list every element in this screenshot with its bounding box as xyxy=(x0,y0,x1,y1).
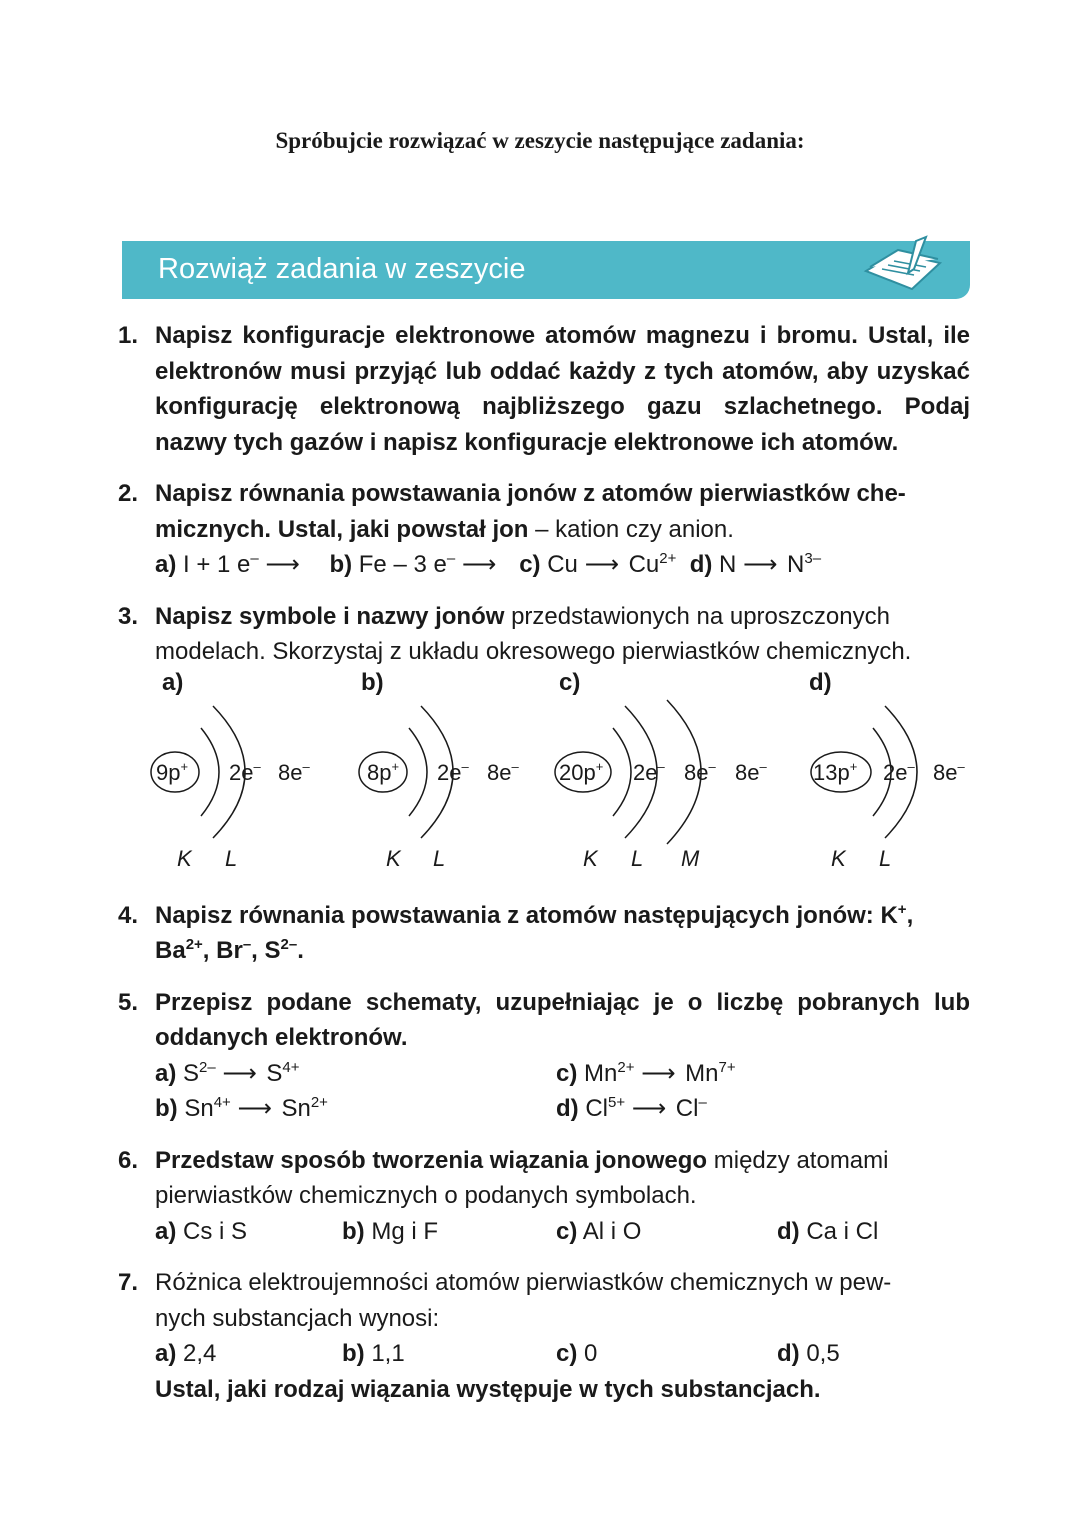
option-b: b) Mg i F xyxy=(342,1217,438,1245)
model-label-b: b) xyxy=(361,669,384,696)
task-4 xyxy=(118,898,970,969)
ion-models-figure xyxy=(5,670,1080,890)
task-5 xyxy=(118,985,970,1127)
arrow-icon: ⟶ xyxy=(237,1095,272,1122)
task-6-line1: Przedstaw sposób tworzenia wiązania jonowego między atomami xyxy=(155,1146,889,1174)
svg-text:K: K xyxy=(177,845,192,871)
svg-text:8e–: 8e– xyxy=(487,758,519,785)
svg-text:8p+: 8p+ xyxy=(367,758,400,785)
task-5-text: Przepisz podane schematy, uzupełniając je o liczbę pobranych lub oddanych elektronów. xyxy=(155,988,970,1051)
task-number: 4. xyxy=(118,901,139,929)
shell-arc xyxy=(201,728,219,816)
svg-text:K: K xyxy=(583,845,598,871)
arrow-icon: ⟶ xyxy=(265,551,300,578)
task-4-ions: $Ba^{2+}$, Br–, $S^{2-}$. xyxy=(155,936,304,964)
arrow-icon: ⟶ xyxy=(461,551,497,578)
task-7-options xyxy=(155,1336,970,1372)
svg-text:2e–: 2e– xyxy=(883,758,915,785)
task-2-line1: Napisz równania powstawania jonów z atomów pierwiastków che- xyxy=(155,480,906,507)
arrow-icon: ⟶ xyxy=(631,1095,667,1122)
task-3 xyxy=(118,599,970,890)
svg-text:8e–: 8e– xyxy=(933,758,965,785)
model-label-a: a) xyxy=(162,669,184,696)
banner-title: Rozwiąż zadania w zeszycie xyxy=(158,253,526,285)
scheme-b: b) $Sn^{4+}$ ⟶ $Sn^{2+}$ xyxy=(155,1091,556,1127)
svg-text:K: K xyxy=(386,845,401,871)
task-7 xyxy=(118,1265,970,1407)
model-label-d: d) xyxy=(809,669,832,696)
svg-text:13p+: 13p+ xyxy=(813,758,858,785)
task-number: 2. xyxy=(118,480,139,507)
svg-text:2e–: 2e– xyxy=(633,758,665,785)
scheme-c: c) $Mn^{2+}$ ⟶ $Mn^{7+}$ xyxy=(556,1056,956,1092)
task-5-schemes xyxy=(155,1056,970,1127)
task-number: 5. xyxy=(118,988,139,1016)
option-a: a) 2,4 xyxy=(155,1340,217,1367)
svg-text:M: M xyxy=(681,845,700,871)
svg-text:K: K xyxy=(831,845,846,871)
svg-text:L: L xyxy=(879,845,892,871)
arrow-icon: ⟶ xyxy=(743,551,778,578)
shell-arc xyxy=(409,728,427,816)
notebook-pencil-icon xyxy=(856,233,946,297)
task-6-options xyxy=(155,1214,970,1250)
svg-text:9p+: 9p+ xyxy=(156,758,189,785)
svg-text:8e–: 8e– xyxy=(278,758,310,785)
arrow-icon: ⟶ xyxy=(222,1059,257,1087)
shell-arc xyxy=(613,728,631,816)
ion-models xyxy=(155,670,970,890)
section-banner xyxy=(122,241,970,299)
task-number: 3. xyxy=(118,602,139,630)
svg-text:L: L xyxy=(225,845,238,871)
page-intro-heading: Spróbujcie rozwiązać w zeszycie następujące zadania: xyxy=(275,128,805,153)
option-d: d) Ca i Cl xyxy=(777,1217,879,1245)
svg-text:20p+: 20p+ xyxy=(559,758,604,785)
model-label-c: c) xyxy=(559,669,581,696)
svg-text:2e–: 2e– xyxy=(229,758,261,785)
task-1-text: Napisz konfiguracje elektronowe atomów magnezu i bromu. Ustal, ile elektronów musi przyjąć lub oddać każdy z tych atomów, aby uzyskać konfigurację elektronową najbliższego gazu szlachetnego. Podaj nazwy tych gazów i napisz konfiguracje elektronowe ich atomów. xyxy=(155,322,970,456)
task-7-line2: nych substancjach wynosi: xyxy=(155,1304,440,1332)
task-list xyxy=(118,318,970,1423)
task-4-text: Napisz równania powstawania z atomów następujących jonów: K+, xyxy=(155,900,914,929)
svg-text:8e–: 8e– xyxy=(735,758,767,785)
task-1 xyxy=(118,318,970,460)
task-number: 6. xyxy=(118,1146,139,1174)
option-b: b) 1,1 xyxy=(342,1340,405,1367)
task-number: 1. xyxy=(118,322,139,349)
option-d: d) 0,5 xyxy=(777,1340,840,1367)
task-2-equations: a) I + 1 e– ⟶ b) Fe – 3 e– ⟶ c) Cu ⟶ $Cu^{2+}$ d) N ⟶ $N^{3-}$ xyxy=(155,547,970,583)
svg-text:L: L xyxy=(433,845,446,871)
option-c: c) Al i O xyxy=(556,1217,642,1245)
task-6 xyxy=(118,1143,970,1250)
svg-text:2e–: 2e– xyxy=(437,758,469,785)
task-6-line2: pierwiastków chemicznych o podanych symbolach. xyxy=(155,1182,697,1209)
option-a: a) Cs i S xyxy=(155,1217,248,1245)
task-2-line2: micznych. Ustal, jaki powstał jon – kation czy anion. xyxy=(155,515,734,543)
svg-text:8e–: 8e– xyxy=(684,758,716,785)
task-7-closing: Ustal, jaki rodzaj wiązania występuje w tych substancjach. xyxy=(155,1375,821,1403)
scheme-d: d) $Cl^{5+}$ ⟶ Cl– xyxy=(556,1091,956,1127)
arrow-icon: ⟶ xyxy=(641,1059,676,1087)
task-2 xyxy=(118,476,970,583)
task-number: 7. xyxy=(118,1269,139,1296)
svg-text:L: L xyxy=(631,845,644,871)
scheme-a: a) $S^{2-}$ ⟶ $S^{4+}$ xyxy=(155,1056,556,1092)
task-3-line1: Napisz symbole i nazwy jonów przedstawionych na uproszczonych xyxy=(155,602,890,630)
task-3-line2: modelach. Skorzystaj z układu okresowego pierwiastków chemicznych. xyxy=(155,638,912,665)
arrow-icon: ⟶ xyxy=(584,551,619,578)
option-c: c) 0 xyxy=(556,1340,598,1367)
task-7-line1: Różnica elektroujemności atomów pierwiastków chemicznych w pew- xyxy=(155,1269,892,1296)
